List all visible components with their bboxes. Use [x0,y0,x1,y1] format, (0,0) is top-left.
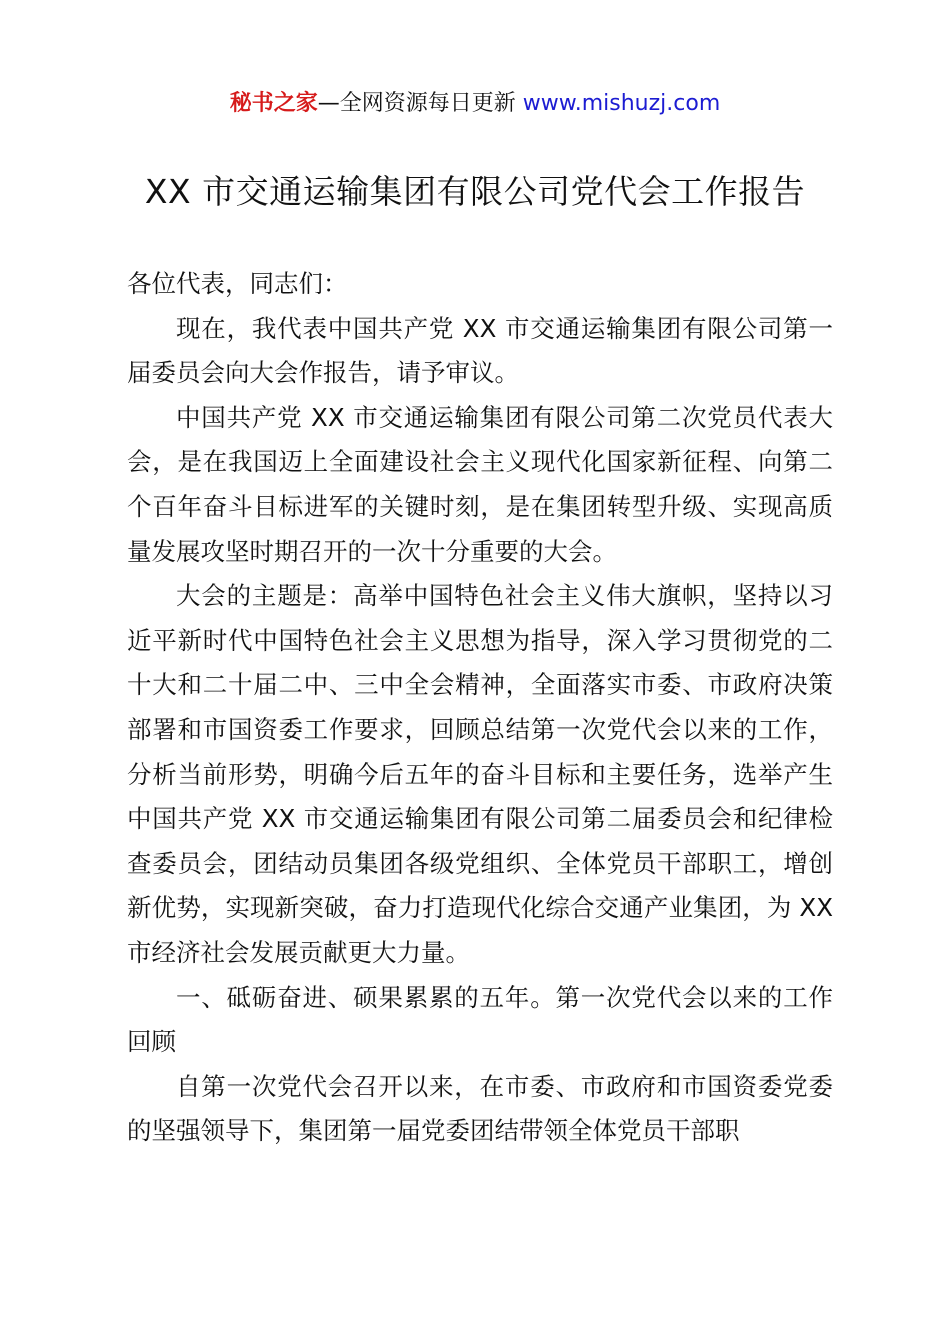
paragraph-congress-theme: 大会的主题是：高举中国特色社会主义伟大旗帜，坚持以习近平新时代中国特色社会主义思想为指导，深入学习贯彻党的二十大和二十届二中、三中全会精神，全面落实市委、市政府决策部署和市国资委工作要求，回顾总结第一次党代会以来的工作，分析当前形势，明确今后五年的奋斗目标和主要任务，选举产生中国共产党 XX 市交通运输集团有限公司第二届委员会和纪律检查委员会，团结动员集团各级党组织、全体党员干部职工，增创新优势，实现新突破，奋力打造现代化综合交通产业集团，为 XX 市经济社会发展贡献更大力量。 [127,581,833,967]
brand-name: 秘书之家 [229,91,318,116]
paragraph-congress-intro: 中国共产党 XX 市交通运输集团有限公司第二次党员代表大会，是在我国迈上全面建设社会主义现代化国家新征程、向第二个百年奋斗目标进军的关键时刻，是在集团转型升级、实现高质量发展攻坚时期召开的一次十分重要的大会。 [127,402,833,566]
header-slogan: —全网资源每日更新 [317,91,516,116]
paragraph-opening: 现在，我代表中国共产党 XX 市交通运输集团有限公司第一届委员会向大会作报告，请予审议。 [127,313,833,388]
document-body [127,262,833,1154]
salutation: 各位代表，同志们： [127,269,348,298]
document-title: XX 市交通运输集团有限公司党代会工作报告 [144,172,806,211]
site-url-link[interactable]: www.mishuzj.com [522,91,721,116]
section-heading-review: 一、砥砺奋进、硕果累累的五年。第一次党代会以来的工作回顾 [127,982,833,1057]
site-header [0,86,950,122]
paragraph-review: 自第一次党代会召开以来，在市委、市政府和市国资委党委的坚强领导下，集团第一届党委团结带领全体党员干部职 [127,1071,833,1146]
